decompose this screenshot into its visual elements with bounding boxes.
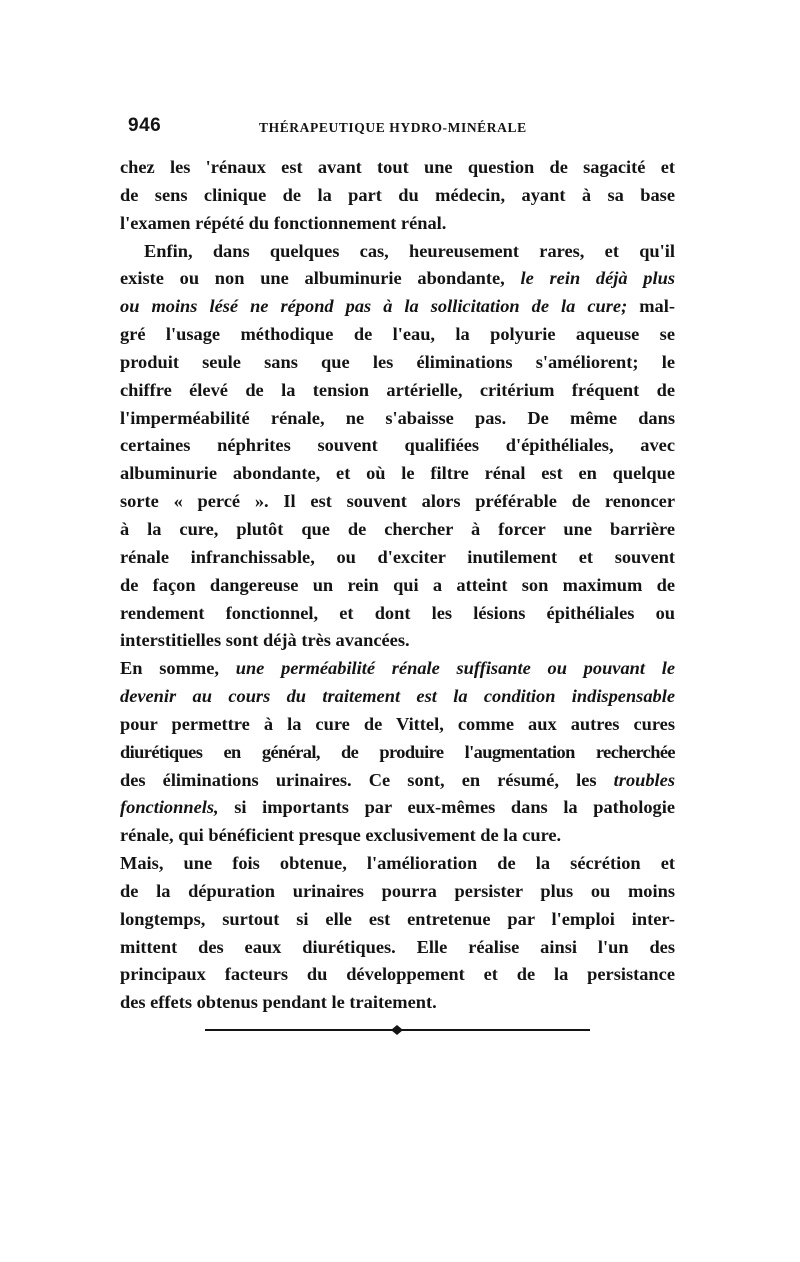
text-line: albuminurie abondante, et où le filtre rénal est en quelque xyxy=(120,463,675,484)
paragraph-start-line: En somme, une perméabilité rénale suffisante ou pouvant le xyxy=(120,658,675,679)
running-title: THÉRAPEUTIQUE HYDRO-MINÉRALE xyxy=(259,120,527,135)
text-line: l'examen répété du fonctionnement rénal. xyxy=(120,212,447,233)
text-line: longtemps, surtout si elle est entretenue par l'emploi inter- xyxy=(120,908,675,929)
text-line: certaines néphrites souvent qualifiées d'épithéliales, avec xyxy=(120,435,675,456)
paragraph-start-line: Enfin, dans quelques cas, heureusement rares, et qu'il xyxy=(144,240,675,261)
text-line: rénale, qui bénéficient presque exclusivement de la cure. xyxy=(120,825,562,846)
body-text xyxy=(120,154,675,1017)
text-line: existe ou non une albuminurie abondante, le rein déjà plus xyxy=(120,268,675,289)
text-line: fonctionnels, si importants par eux-mêmes dans la pathologie xyxy=(120,797,675,818)
text-line: rendement fonctionnel, et dont les lésions épithéliales ou xyxy=(120,602,675,623)
text-line: devenir au cours du traitement est la condition indispensable xyxy=(120,686,675,707)
text-line: mittent des eaux diurétiques. Elle réalise ainsi l'un des xyxy=(120,936,675,957)
page-number: 946 xyxy=(128,115,162,136)
paragraph-start-line: Mais, une fois obtenue, l'amélioration de la sécrétion et xyxy=(120,853,675,874)
text-line: à la cure, plutôt que de chercher à forcer une barrière xyxy=(120,518,675,539)
text-line: diurétiques en général, de produire l'augmentation recherchée xyxy=(120,741,675,762)
end-ornament xyxy=(205,1024,590,1036)
text-line: pour permettre à la cure de Vittel, comme aux autres cures xyxy=(120,713,675,734)
text-line: ou moins lésé ne répond pas à la sollicitation de la cure; mal- xyxy=(120,296,675,317)
text-line: de la dépuration urinaires pourra persister plus ou moins xyxy=(120,880,675,901)
text-line: interstitielles sont déjà très avancées. xyxy=(120,630,410,651)
text-line: de sens clinique de la part du médecin, ayant à sa base xyxy=(120,184,675,205)
text-line: rénale infranchissable, ou d'exciter inutilement et souvent xyxy=(120,546,675,567)
text-line: principaux facteurs du développement et de la persistance xyxy=(120,964,675,985)
text-line: de façon dangereuse un rein qui a atteint son maximum de xyxy=(120,574,675,595)
text-line: produit seule sans que les éliminations s'améliorent; le xyxy=(120,351,675,372)
text-line: chiffre élevé de la tension artérielle, critérium fréquent de xyxy=(120,379,675,400)
text-line: chez les 'rénaux est avant tout une question de sagacité et xyxy=(120,157,675,177)
text-line: sorte « percé ». Il est souvent alors préférable de renoncer xyxy=(120,491,675,512)
text-line: des éliminations urinaires. Ce sont, en résumé, les troubles xyxy=(120,769,675,790)
text-line: des effets obtenus pendant le traitement. xyxy=(120,992,437,1013)
page-header xyxy=(128,115,673,139)
text-line: gré l'usage méthodique de l'eau, la polyurie aqueuse se xyxy=(120,324,675,345)
text-line: l'imperméabilité rénale, ne s'abaisse pas. De même dans xyxy=(120,407,675,428)
